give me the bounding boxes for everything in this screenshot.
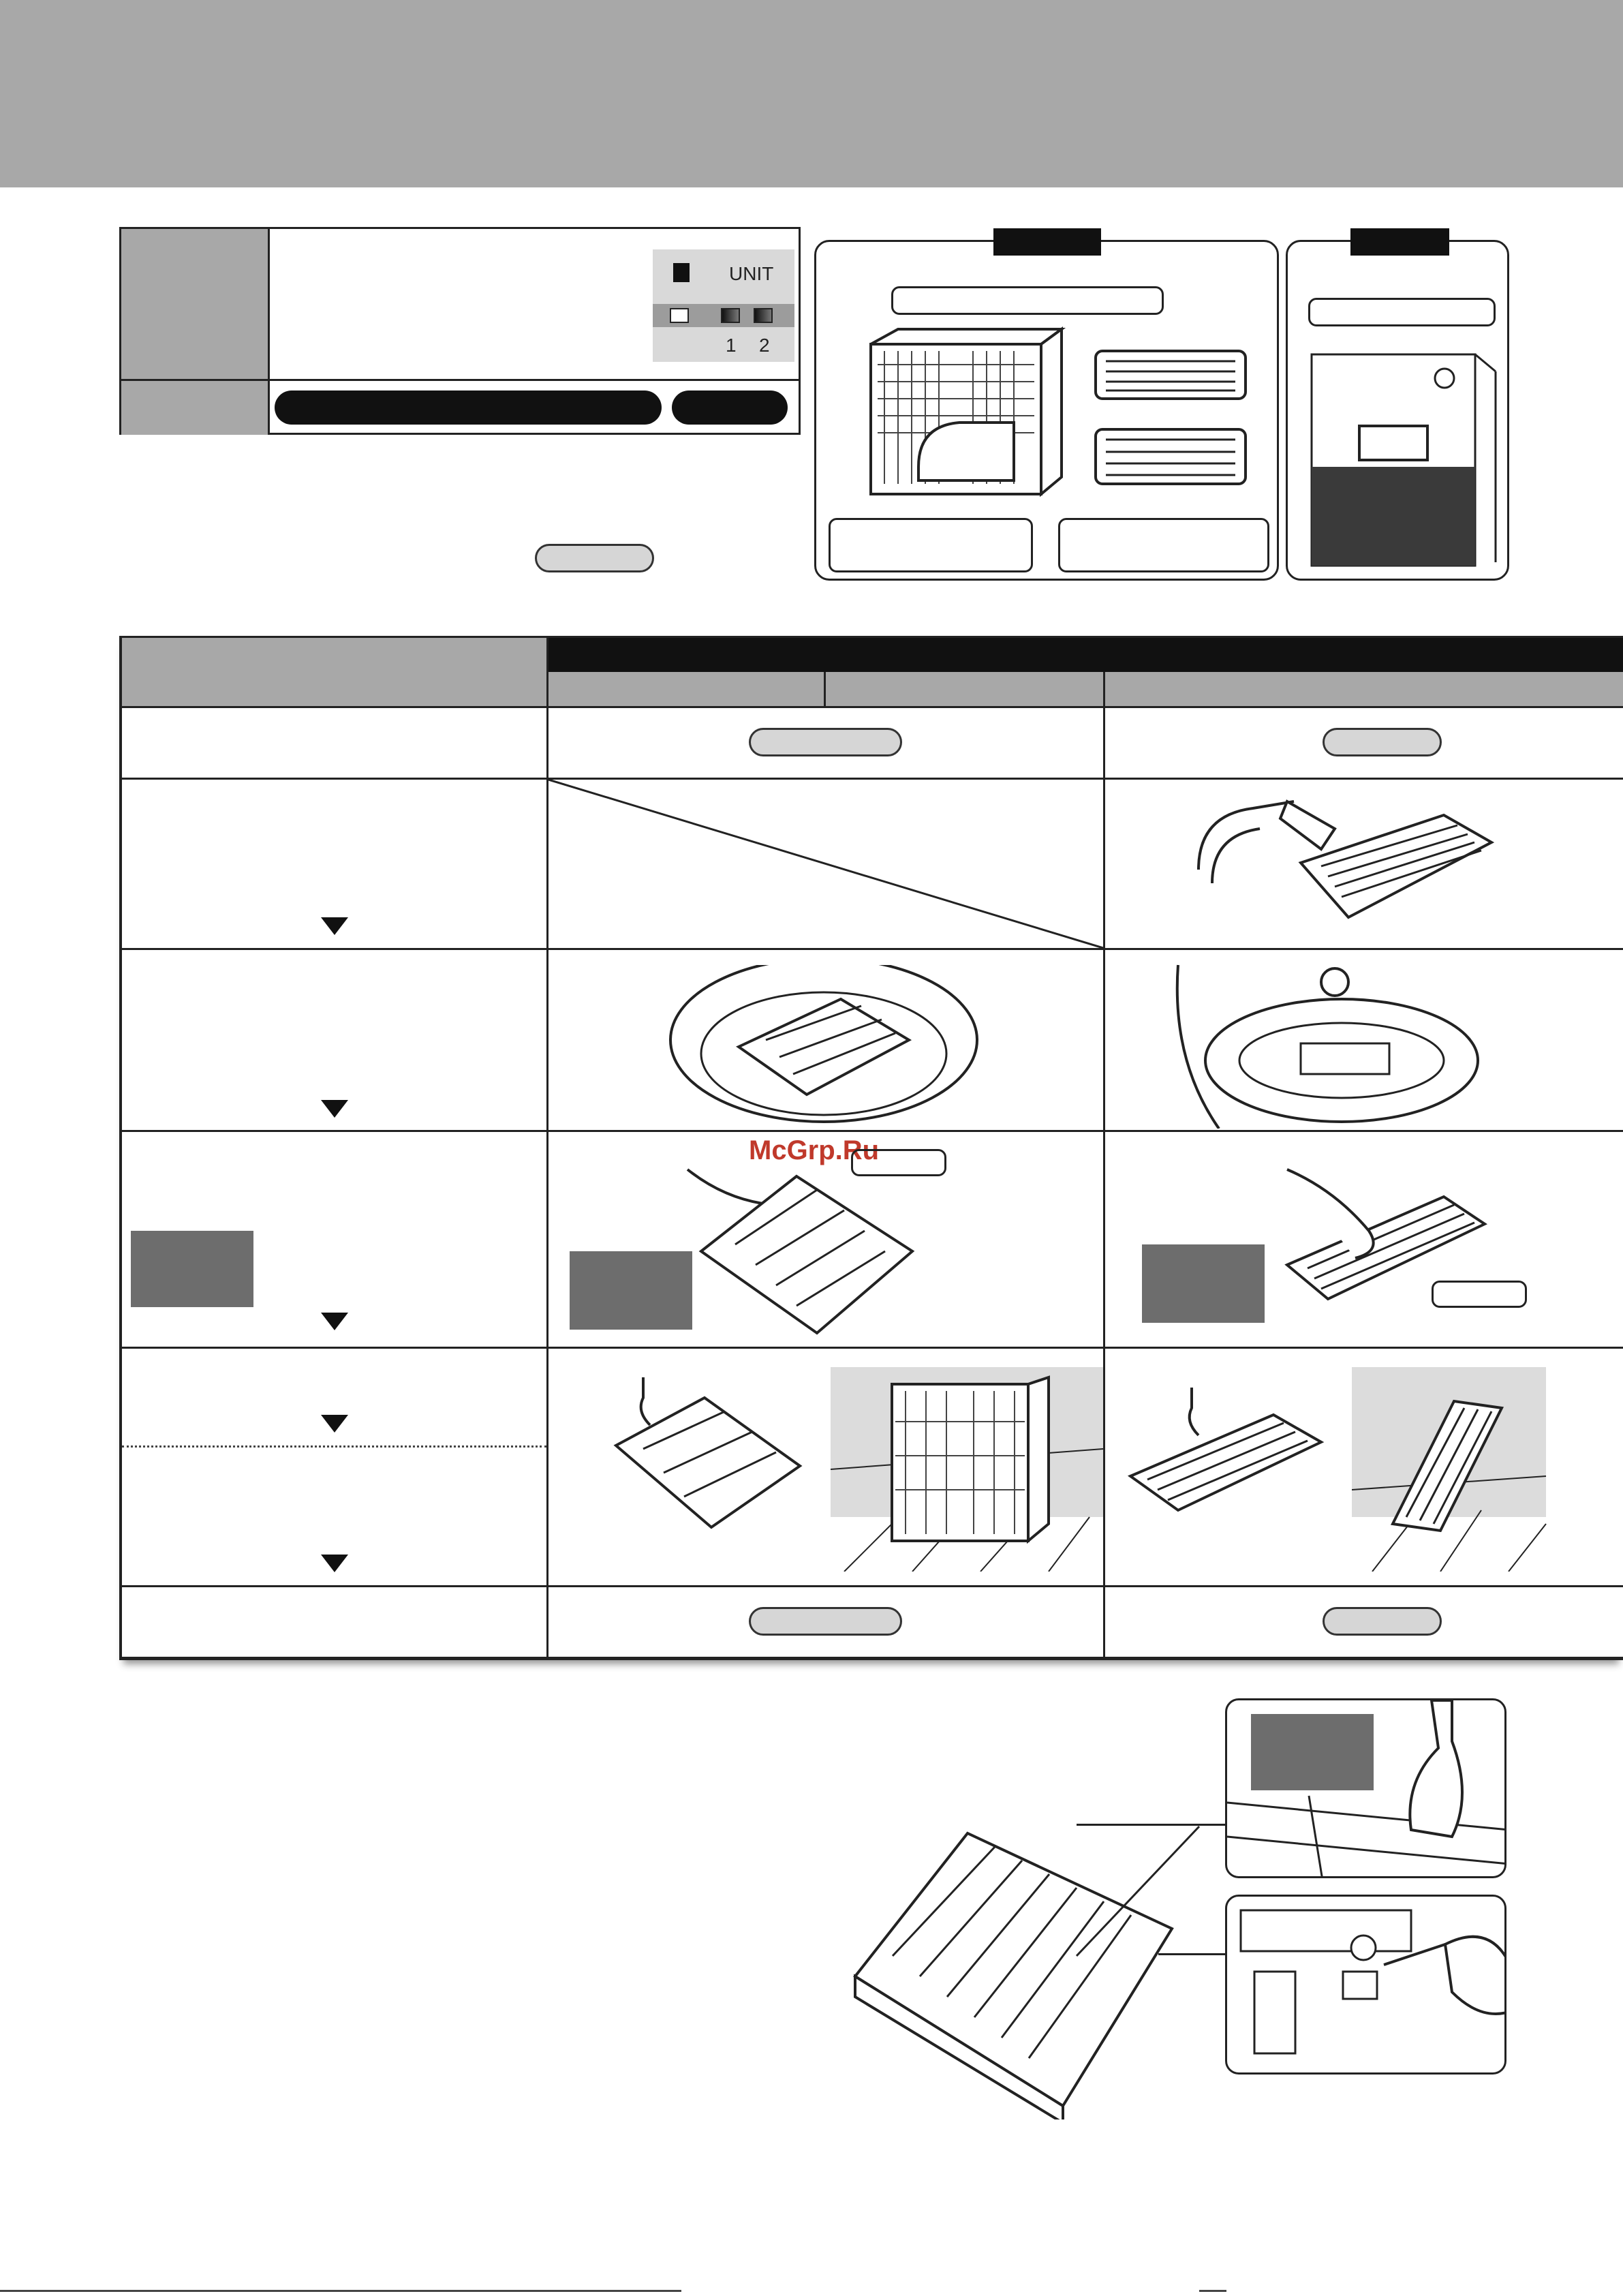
black-pill-short — [672, 391, 788, 425]
unit-indicator-panel — [653, 249, 794, 362]
procedure-table — [119, 636, 1623, 1660]
dry-element-illustration — [1352, 1367, 1623, 1572]
rinse-element-illustration — [1117, 1381, 1335, 1531]
info-table-left-cell-bottom — [121, 381, 268, 435]
unit-interior-illustration — [1308, 351, 1506, 569]
zoom-swab-illustration — [1227, 1897, 1506, 2075]
frame-detail-illustration — [845, 1779, 1226, 2119]
filters-panel-tab — [993, 228, 1101, 256]
unit-interior-panel — [1286, 240, 1509, 581]
indicator-light-1 — [721, 308, 740, 323]
info-table-row-divider — [121, 379, 801, 381]
info-table-left-cell — [121, 229, 268, 379]
step-arrow-2 — [321, 1100, 348, 1118]
not-applicable-diagonal — [548, 780, 1103, 948]
zoom-wipe-illustration — [1227, 1700, 1506, 1878]
wipe-element-illustration — [1273, 1163, 1498, 1313]
table-header-black — [548, 638, 1623, 672]
footer-line — [0, 2290, 681, 2292]
row4-label-panel — [131, 1231, 253, 1307]
row6-pill-right — [1323, 1607, 1442, 1636]
subheader-divider-a — [824, 672, 826, 706]
watermark-text: McGrp.Ru — [749, 1135, 880, 1165]
table-header-left — [122, 638, 546, 706]
footer-line-right — [1199, 2290, 1226, 2292]
info-table — [119, 227, 801, 435]
slot-2-label: 2 — [759, 335, 770, 356]
wipe-frame-illustration — [681, 1156, 926, 1340]
filter-frame-callout — [829, 518, 1033, 572]
indicator-light-empty — [670, 308, 689, 323]
dry-frame-illustration — [831, 1367, 1103, 1572]
slot-1-label: 1 — [726, 335, 737, 356]
row1-pill-right — [1323, 728, 1442, 756]
row6-pill-left — [749, 1607, 902, 1636]
row-line-3 — [122, 948, 1623, 950]
rinse-frame-illustration — [602, 1371, 814, 1561]
soak-frame-illustration — [664, 965, 984, 1129]
row1-pill-left — [749, 728, 902, 756]
row4-frame-warning-panel — [570, 1251, 692, 1330]
soak-element-illustration — [1164, 958, 1519, 1129]
zoom-connector-top — [1077, 1824, 1226, 1826]
reference-pill — [535, 544, 654, 572]
filter-elements-callout — [1058, 518, 1269, 572]
table-subheader — [548, 672, 1623, 706]
unit-label: UNIT — [729, 263, 774, 284]
info-table-divider — [268, 229, 270, 435]
indicator-light-2 — [754, 308, 773, 323]
row-dotted-line — [122, 1445, 546, 1448]
column-divider-2 — [1103, 672, 1105, 1657]
unit-interior-callout — [1308, 298, 1496, 326]
document-icon — [673, 263, 690, 282]
filters-panel — [814, 240, 1279, 581]
zoom-detail-top — [1225, 1698, 1506, 1878]
step-arrow-3 — [321, 1313, 348, 1330]
vacuum-filter-illustration — [1185, 788, 1498, 938]
filter-frame-illustration — [857, 324, 1082, 508]
step-arrow-4 — [321, 1415, 348, 1433]
filters-panel-callout — [891, 286, 1164, 315]
zoom-detail-bottom — [1225, 1895, 1506, 2075]
zoom-connector-bottom — [1158, 1953, 1226, 1955]
row-line-4 — [122, 1130, 1623, 1132]
row-line-6 — [122, 1585, 1623, 1587]
filter-elements-illustration — [1089, 344, 1259, 501]
row-line-5 — [122, 1347, 1623, 1349]
unit-interior-tab — [1350, 228, 1449, 256]
step-arrow-1 — [321, 917, 348, 935]
step-arrow-5 — [321, 1555, 348, 1572]
header-band — [0, 0, 1623, 187]
row4-element-warning-panel — [1142, 1244, 1265, 1323]
row-line-1 — [122, 706, 1623, 708]
black-pill-long — [275, 391, 662, 425]
